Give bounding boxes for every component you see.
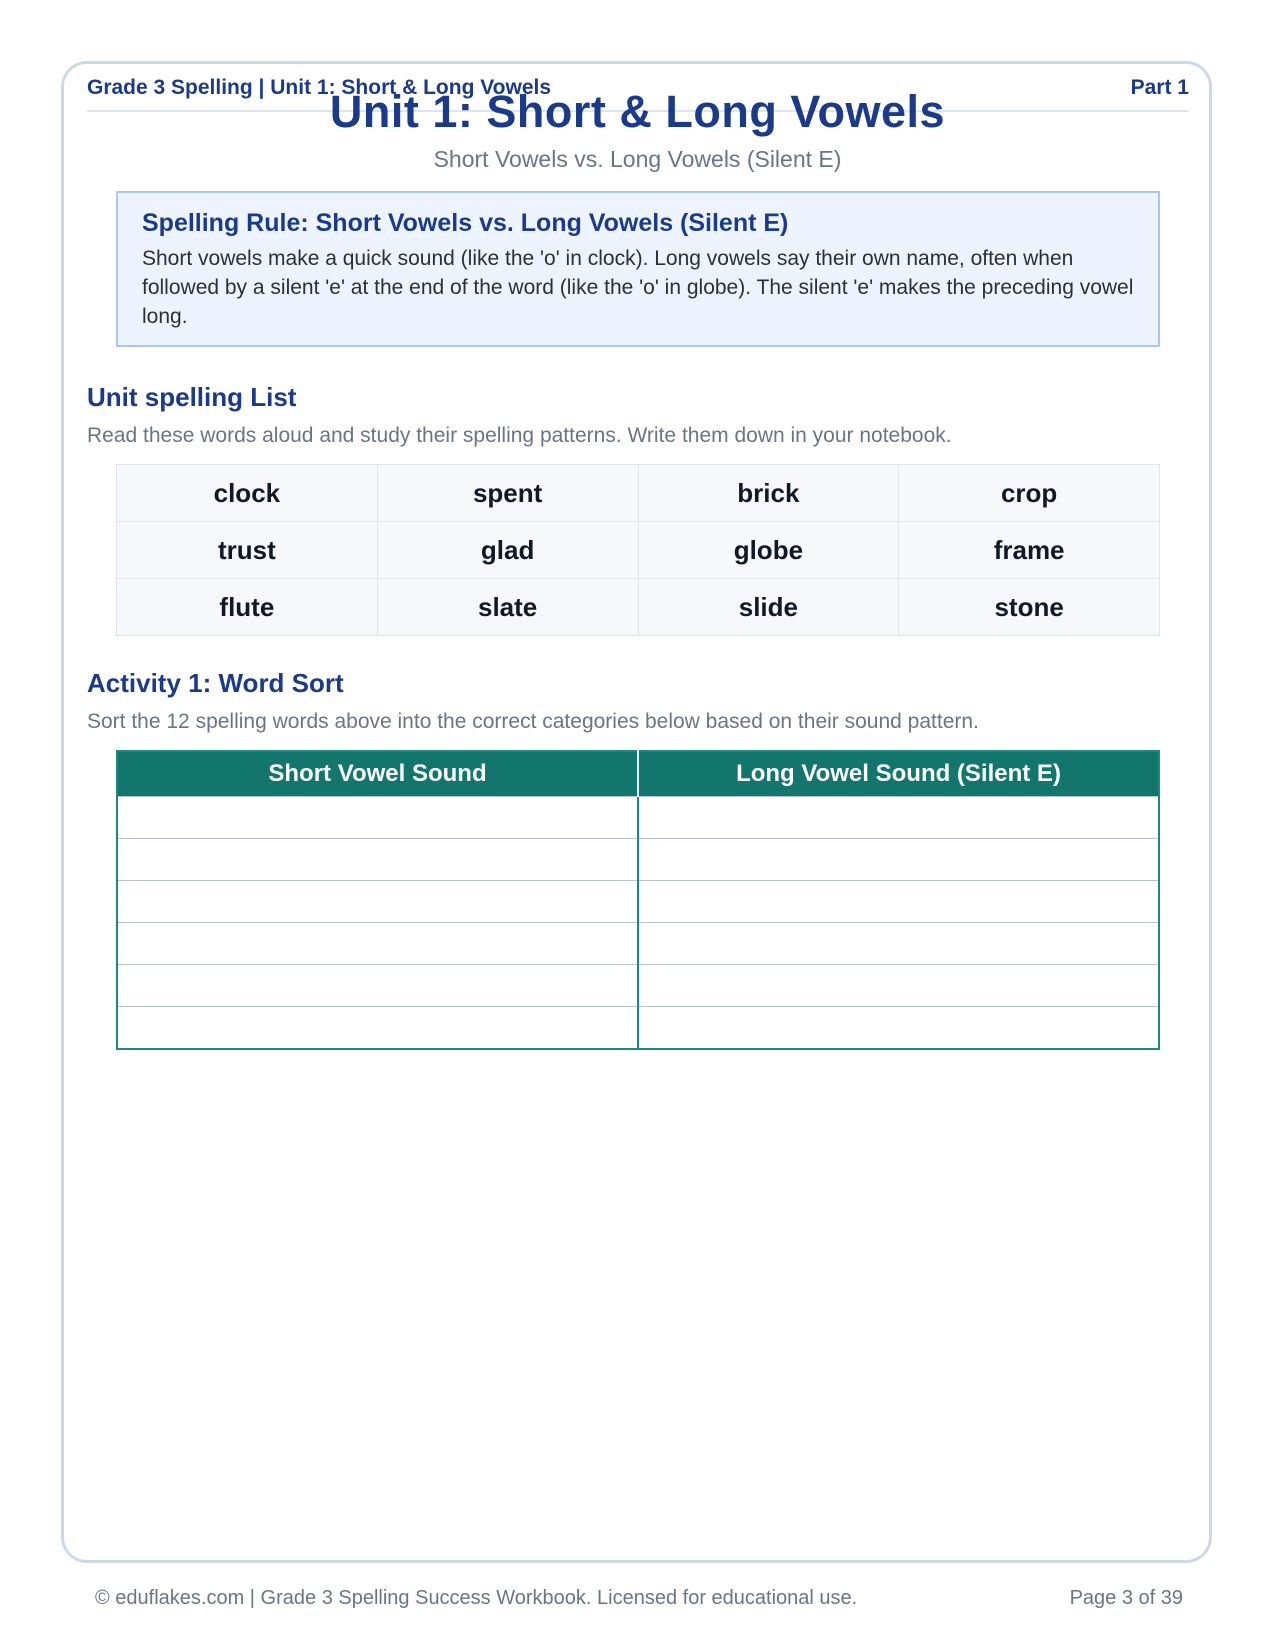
short-vowel-answer-cell[interactable] [117,881,638,923]
page-title: Unit 1: Short & Long Vowels [329,86,946,137]
word-cell: frame [899,522,1160,579]
short-vowel-column-header: Short Vowel Sound [117,751,638,797]
sort-row [117,965,1159,1007]
word-cell: globe [638,522,899,579]
word-cell: crop [899,465,1160,522]
word-cell: trust [117,522,378,579]
short-vowel-answer-cell[interactable] [117,839,638,881]
short-vowel-answer-cell[interactable] [117,797,638,839]
word-cell: spent [377,465,638,522]
spelling-list-instructions: Read these words aloud and study their spelling patterns. Write them down in your notebook. [87,424,952,447]
word-sort-table [116,750,1160,1050]
long-vowel-answer-cell[interactable] [638,797,1159,839]
spelling-rule-box [116,191,1160,347]
long-vowel-column-header: Long Vowel Sound (Silent E) [638,751,1159,797]
word-row [117,579,1160,636]
part-label: Part 1 [1130,76,1189,99]
running-title: Grade 3 Spelling | Unit 1: Short & Long Vowels [87,76,552,99]
sort-row [117,839,1159,881]
rule-text: Short vowels make a quick sound (like the 'o' in clock). Long vowels say their own name, often when followed by a silent 'e' at the end of the word (like the 'o' in globe). The silent 'e' makes the preceding vowel long. [142,247,1134,328]
word-cell: stone [899,579,1160,636]
long-vowel-answer-cell[interactable] [638,965,1159,1007]
spelling-word-grid [116,464,1160,636]
word-cell: flute [117,579,378,636]
word-cell: glad [377,522,638,579]
word-cell: slide [638,579,899,636]
word-cell: clock [117,465,378,522]
word-cell: slate [377,579,638,636]
spelling-list-heading: Unit spelling List [87,382,297,412]
sort-row [117,881,1159,923]
short-vowel-answer-cell[interactable] [117,1007,638,1050]
sort-header-row [117,751,1159,797]
long-vowel-answer-cell[interactable] [638,1007,1159,1050]
word-row [117,465,1160,522]
word-row [117,522,1160,579]
word-cell: brick [638,465,899,522]
footer-page-number: Page 3 of 39 [1069,1587,1183,1609]
short-vowel-answer-cell[interactable] [117,923,638,965]
long-vowel-answer-cell[interactable] [638,923,1159,965]
long-vowel-answer-cell[interactable] [638,839,1159,881]
page-subtitle: Short Vowels vs. Long Vowels (Silent E) [433,146,842,172]
sort-row [117,923,1159,965]
long-vowel-answer-cell[interactable] [638,881,1159,923]
rule-title: Spelling Rule: Short Vowels vs. Long Vowels (Silent E) [142,209,789,237]
activity-instructions: Sort the 12 spelling words above into the correct categories below based on their sound pattern. [87,710,979,733]
sort-row [117,797,1159,839]
sort-row [117,1007,1159,1050]
activity-heading: Activity 1: Word Sort [87,668,344,698]
footer-copyright: © eduflakes.com | Grade 3 Spelling Success Workbook. Licensed for educational use. [95,1587,858,1609]
short-vowel-answer-cell[interactable] [117,965,638,1007]
